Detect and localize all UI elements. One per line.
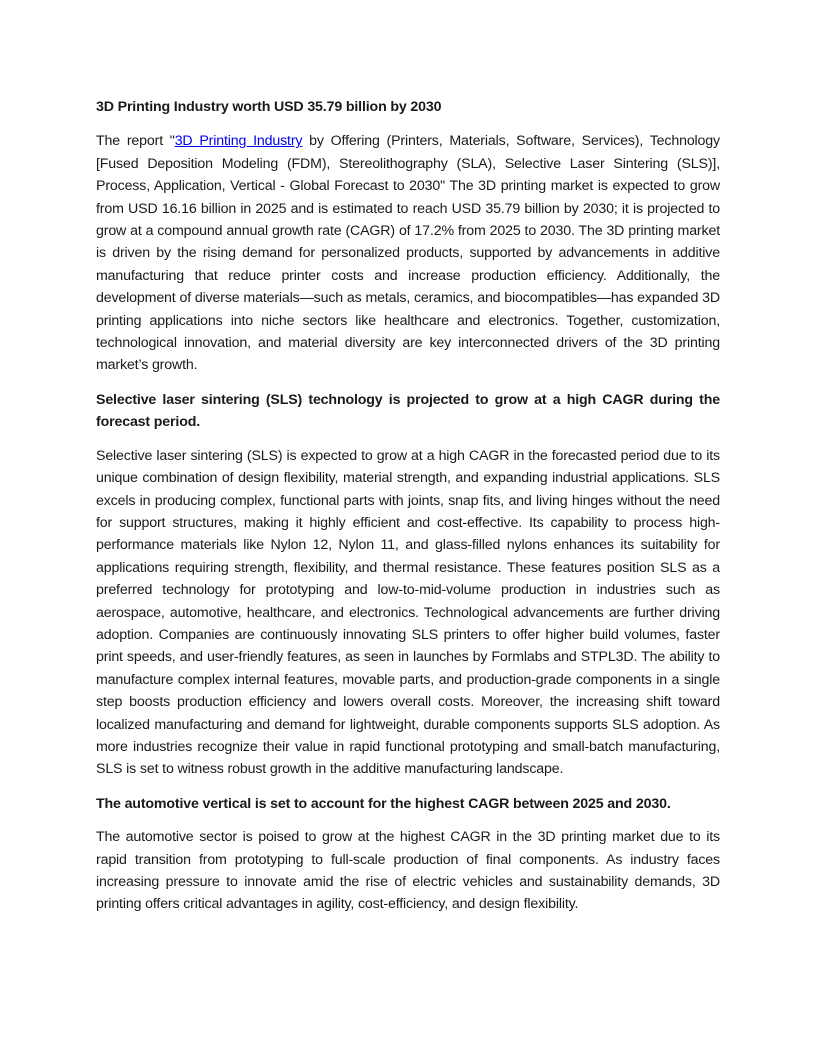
intro-body: by Offering (Printers, Materials, Software, Services), Technology [Fused Deposition Modeling (FDM), Stereolithography (SLA), Selective Laser Sintering (SLS)], Process, Application, Vertical - Global Forecast to 2030" The 3D printing market is expected to grow from USD 16.16 billion in 2025 and is estimated to reach USD 35.79 billion by 2030; it is projected to grow at a compound annual growth rate (CAGR) of 17.2% from 2025 to 2030. The 3D printing market is driven by the rising demand for personalized products, supported by advancements in additive manufacturing that reduce printer costs and increase production efficiency. Additionally, the development of diverse materials—such as metals, ceramics, and biocompatibles—has expanded 3D printing applications into niche sectors like healthcare and electronics. Together, customization, technological innovation, and material diversity are key interconnected drivers of the 3D printing market’s growth. (96, 133, 720, 374)
section-heading-market-size: 3D Printing Industry worth USD 35.79 billion by 2030 (96, 99, 442, 115)
sls-paragraph: Selective laser sintering (SLS) is expected to grow at a high CAGR in the forecasted period due to its unique combination of design flexibility, material strength, and expanding industrial applications. SLS excels in producing complex, functional parts with joints, snap fits, and living hinges without the need for support structures, making it highly efficient and cost-effective. Its capability to process high-performance materials like Nylon 12, Nylon 11, and glass-filled nylons enhances its suitability for applications requiring strength, flexibility, and thermal resistance. These features position SLS as a preferred technology for prototyping and low-to-mid-volume production in industries such as aerospace, automotive, healthcare, and electronics. Technological advancements are further driving adoption. Companies are continuously innovating SLS printers to offer higher build volumes, faster print speeds, and user-friendly features, as seen in launches by Formlabs and STPL3D. The ability to manufacture complex internal features, movable parts, and production-grade components in a single step boosts production efficiency and lowers overall costs. Moreover, the increasing shift toward localized manufacturing and demand for lightweight, durable components supports SLS adoption. As more industries recognize their value in rapid functional prototyping and small-batch manufacturing, SLS is set to witness robust growth in the additive manufacturing landscape. (96, 447, 720, 778)
intro-prefix: The report " (96, 133, 175, 150)
document-page (96, 96, 720, 926)
report-link[interactable]: 3D Printing Industry (174, 133, 303, 150)
section-heading-sls: Selective laser sintering (SLS) technology is projected to grow at a high CAGR during the forecast period. (96, 391, 720, 431)
automotive-paragraph: The automotive sector is poised to grow at the highest CAGR in the 3D printing market due to its rapid transition from prototyping to full-scale production of final components. As industry faces increasing pressure to innovate amid the rise of electric vehicles and sustainability demands, 3D printing offers critical advantages in agility, cost-efficiency, and design flexibility. (96, 829, 720, 913)
section-heading-automotive: The automotive vertical is set to account for the highest CAGR between 2025 and 2030. (96, 795, 671, 812)
intro-paragraph (96, 130, 720, 376)
